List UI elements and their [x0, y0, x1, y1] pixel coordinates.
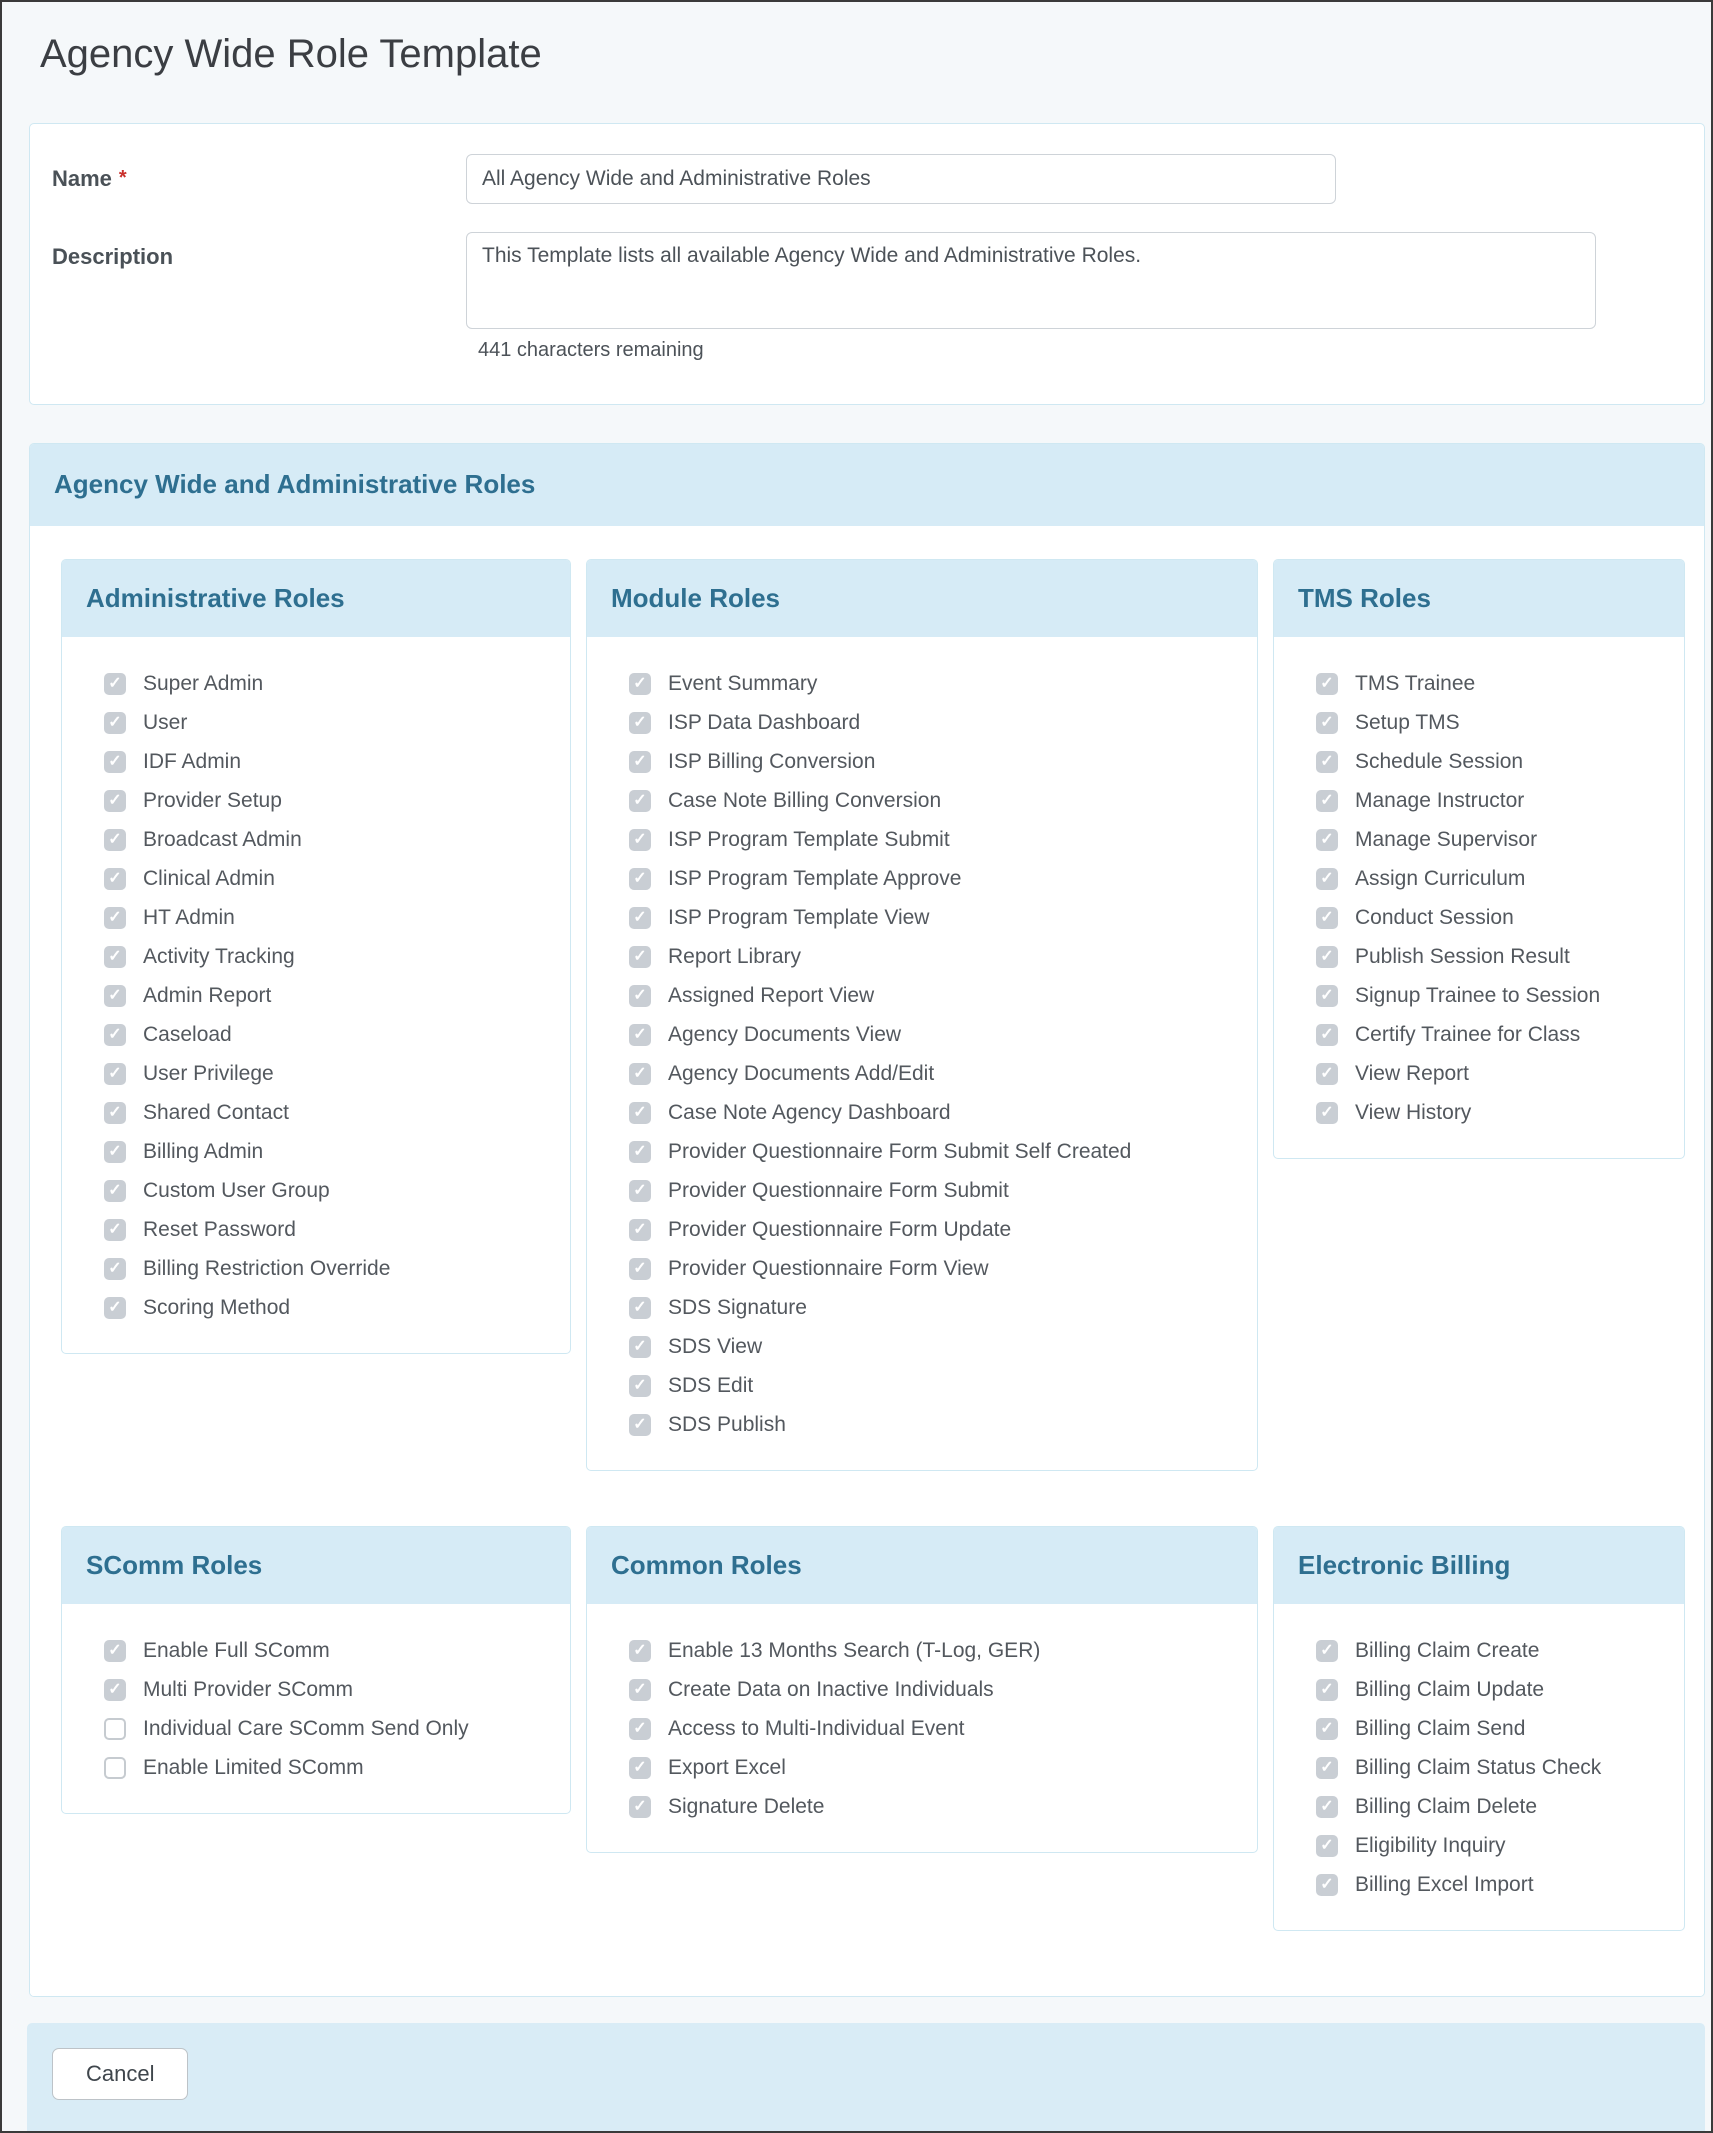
- role-item: [104, 1210, 554, 1249]
- role-item-label: ISP Data Dashboard: [668, 710, 861, 734]
- checkbox-checked-icon: ✓: [104, 907, 126, 929]
- role-item: [1316, 1631, 1668, 1670]
- checkbox-checked-icon: ✓: [629, 946, 651, 968]
- role-item: [1316, 742, 1668, 781]
- role-item: [1316, 703, 1668, 742]
- checkbox-checked-icon: ✓: [629, 1640, 651, 1662]
- characters-remaining-text: 441 characters remaining: [478, 339, 704, 361]
- description-textarea[interactable]: [466, 232, 1596, 329]
- checkbox-checked-icon: ✓: [629, 1102, 651, 1124]
- panel-scomm-roles: [61, 1526, 571, 1814]
- role-item-label: Assign Curriculum: [1355, 866, 1526, 890]
- checkbox-checked-icon: ✓: [1316, 712, 1338, 734]
- role-item: [629, 703, 1241, 742]
- checkbox-checked-icon: ✓: [104, 1297, 126, 1319]
- checkbox-checked-icon: ✓: [104, 829, 126, 851]
- role-item-label: Setup TMS: [1355, 710, 1460, 734]
- panel-scomm-roles-body: [62, 1604, 570, 1813]
- role-item-label: Eligibility Inquiry: [1355, 1833, 1506, 1857]
- checkbox-checked-icon: ✓: [1316, 1024, 1338, 1046]
- role-item: [104, 1171, 554, 1210]
- panel-administrative-roles-body: [62, 637, 570, 1353]
- checkbox-checked-icon: ✓: [629, 1180, 651, 1202]
- role-item-label: Shared Contact: [143, 1100, 289, 1124]
- role-panels-grid: [61, 559, 1679, 1931]
- role-item-label: User: [143, 710, 188, 734]
- checkbox-checked-icon: ✓: [1316, 907, 1338, 929]
- role-item-label: View History: [1355, 1100, 1472, 1124]
- role-item: [104, 1054, 554, 1093]
- role-item-label: Broadcast Admin: [143, 827, 302, 851]
- role-item: [1316, 1015, 1668, 1054]
- role-item: [629, 1631, 1241, 1670]
- role-item: [1316, 1787, 1668, 1826]
- name-input[interactable]: [466, 154, 1336, 204]
- checkbox-checked-icon: ✓: [104, 751, 126, 773]
- checkbox-checked-icon: ✓: [1316, 1796, 1338, 1818]
- role-item-label: HT Admin: [143, 905, 235, 929]
- role-item: [629, 898, 1241, 937]
- checkbox-checked-icon: ✓: [1316, 751, 1338, 773]
- role-item: [104, 664, 554, 703]
- roles-section-card: [29, 443, 1705, 1997]
- checkbox-checked-icon: ✓: [104, 790, 126, 812]
- role-item-label: Create Data on Inactive Individuals: [668, 1677, 994, 1701]
- role-item-label: Access to Multi-Individual Event: [668, 1716, 965, 1740]
- panel-module-roles-body: [587, 637, 1257, 1470]
- checkbox-checked-icon: ✓: [629, 1024, 651, 1046]
- role-item-label: Export Excel: [668, 1755, 786, 1779]
- role-item: [629, 1132, 1241, 1171]
- checkbox-checked-icon: ✓: [629, 907, 651, 929]
- checkbox-checked-icon: ✓: [104, 1024, 126, 1046]
- role-item: [104, 859, 554, 898]
- checkbox-checked-icon: ✓: [104, 1640, 126, 1662]
- role-item: [104, 742, 554, 781]
- role-item: [629, 1366, 1241, 1405]
- role-item: [104, 976, 554, 1015]
- checkbox-checked-icon: ✓: [104, 1102, 126, 1124]
- panel-module-roles: [586, 559, 1258, 1471]
- role-item-label: Provider Setup: [143, 788, 282, 812]
- role-item: [629, 664, 1241, 703]
- checkbox-checked-icon: ✓: [1316, 1718, 1338, 1740]
- role-item-label: SDS View: [668, 1334, 763, 1358]
- checkbox-checked-icon: ✓: [1316, 790, 1338, 812]
- checkbox-checked-icon: ✓: [629, 1796, 651, 1818]
- checkbox-checked-icon: ✓: [1316, 868, 1338, 890]
- role-item-label: Provider Questionnaire Form Update: [668, 1217, 1012, 1241]
- role-item-label: Provider Questionnaire Form Submit Self Created: [668, 1139, 1132, 1163]
- role-item-label: Billing Claim Send: [1355, 1716, 1526, 1740]
- role-item-label: Reset Password: [143, 1217, 296, 1241]
- role-item: [1316, 898, 1668, 937]
- role-item-label: Report Library: [668, 944, 802, 968]
- role-item: [629, 1327, 1241, 1366]
- role-item: [629, 937, 1241, 976]
- checkbox-checked-icon: ✓: [104, 868, 126, 890]
- role-item-label: Billing Claim Update: [1355, 1677, 1545, 1701]
- checkbox-checked-icon: ✓: [1316, 1757, 1338, 1779]
- checkbox-checked-icon: ✓: [629, 1375, 651, 1397]
- role-item-label: Super Admin: [143, 671, 264, 695]
- panel-administrative-roles: [61, 559, 571, 1354]
- section-header: Agency Wide and Administrative Roles: [30, 444, 1704, 526]
- panel-electronic-billing: [1273, 1526, 1685, 1931]
- checkbox-checked-icon: ✓: [629, 1414, 651, 1436]
- checkbox-checked-icon: ✓: [629, 1219, 651, 1241]
- role-item: [1316, 1748, 1668, 1787]
- checkbox-checked-icon: ✓: [629, 1258, 651, 1280]
- role-item-label: Billing Claim Create: [1355, 1638, 1540, 1662]
- checkbox-checked-icon: ✓: [629, 1297, 651, 1319]
- panel-electronic-billing-title: Electronic Billing: [1274, 1527, 1684, 1604]
- role-item-label: Case Note Billing Conversion: [668, 788, 942, 812]
- role-item-label: ISP Program Template Approve: [668, 866, 962, 890]
- role-item-label: Billing Restriction Override: [143, 1256, 391, 1280]
- role-item: [629, 859, 1241, 898]
- role-item: [104, 703, 554, 742]
- role-item: [629, 742, 1241, 781]
- role-item: [629, 1093, 1241, 1132]
- role-item: [629, 1405, 1241, 1444]
- role-item: [629, 1748, 1241, 1787]
- role-item-label: Billing Admin: [143, 1139, 264, 1163]
- checkbox-checked-icon: ✓: [1316, 829, 1338, 851]
- checkbox-checked-icon: ✓: [1316, 1640, 1338, 1662]
- role-item: [629, 820, 1241, 859]
- checkbox-checked-icon: ✓: [104, 712, 126, 734]
- role-item: [629, 1249, 1241, 1288]
- checkbox-checked-icon: ✓: [629, 1141, 651, 1163]
- description-label: Description: [52, 244, 174, 269]
- role-item: [1316, 1670, 1668, 1709]
- footer-bar: [27, 2023, 1705, 2131]
- role-item: [1316, 937, 1668, 976]
- page-title: Agency Wide Role Template: [40, 32, 542, 76]
- role-item: [104, 1015, 554, 1054]
- checkbox-checked-icon: ✓: [1316, 1102, 1338, 1124]
- checkbox-checked-icon: ✓: [629, 1757, 651, 1779]
- role-item-label: Schedule Session: [1355, 749, 1524, 773]
- role-item-label: Signature Delete: [668, 1794, 825, 1818]
- role-item: [1316, 781, 1668, 820]
- role-item-label: ISP Program Template View: [668, 905, 930, 929]
- role-item: [1316, 976, 1668, 1015]
- checkbox-checked-icon: ✓: [104, 946, 126, 968]
- role-item-label: Activity Tracking: [143, 944, 295, 968]
- panel-scomm-roles-title: SComm Roles: [62, 1527, 570, 1604]
- role-item-label: Custom User Group: [143, 1178, 330, 1202]
- cancel-button[interactable]: Cancel: [52, 2048, 188, 2100]
- role-item: [1316, 820, 1668, 859]
- role-item-label: ISP Program Template Submit: [668, 827, 950, 851]
- role-item-label: Agency Documents View: [668, 1022, 902, 1046]
- role-item-label: Signup Trainee to Session: [1355, 983, 1601, 1007]
- role-item: [629, 781, 1241, 820]
- role-item: [629, 1054, 1241, 1093]
- checkbox-checked-icon: ✓: [629, 1679, 651, 1701]
- checkbox-unchecked-icon[interactable]: [104, 1718, 126, 1740]
- checkbox-checked-icon: ✓: [629, 751, 651, 773]
- role-item: [629, 1288, 1241, 1327]
- role-item-label: Multi Provider SComm: [143, 1677, 354, 1701]
- name-label: [52, 154, 466, 192]
- panel-administrative-roles-title: Administrative Roles: [62, 560, 570, 637]
- checkbox-checked-icon: ✓: [629, 712, 651, 734]
- role-item-label: Billing Claim Status Check: [1355, 1755, 1602, 1779]
- role-item: [104, 1709, 554, 1748]
- checkbox-checked-icon: ✓: [629, 1718, 651, 1740]
- role-item: [629, 1670, 1241, 1709]
- checkbox-checked-icon: ✓: [104, 1063, 126, 1085]
- checkbox-checked-icon: ✓: [629, 1063, 651, 1085]
- description-row: [52, 232, 1680, 362]
- checkbox-checked-icon: ✓: [629, 985, 651, 1007]
- panel-tms-roles-body: [1274, 637, 1684, 1158]
- role-item: [104, 1288, 554, 1327]
- panel-module-roles-title: Module Roles: [587, 560, 1257, 637]
- role-item: [1316, 1093, 1668, 1132]
- role-item-label: Billing Claim Delete: [1355, 1794, 1538, 1818]
- role-item: [629, 1015, 1241, 1054]
- checkbox-checked-icon: ✓: [104, 1180, 126, 1202]
- role-item: [629, 1210, 1241, 1249]
- section-body: [30, 526, 1704, 1996]
- panel-electronic-billing-body: [1274, 1604, 1684, 1930]
- role-item-label: Manage Supervisor: [1355, 827, 1538, 851]
- role-item-label: Enable 13 Months Search (T-Log, GER): [668, 1638, 1041, 1662]
- role-item: [104, 1748, 554, 1787]
- role-item: [104, 898, 554, 937]
- panel-tms-roles-title: TMS Roles: [1274, 560, 1684, 637]
- role-item: [1316, 664, 1668, 703]
- role-item: [104, 1132, 554, 1171]
- role-item: [1316, 1865, 1668, 1904]
- role-item-label: View Report: [1355, 1061, 1470, 1085]
- required-asterisk: *: [118, 167, 127, 189]
- role-item-label: Case Note Agency Dashboard: [668, 1100, 951, 1124]
- checkbox-checked-icon: ✓: [1316, 946, 1338, 968]
- role-item-label: SDS Signature: [668, 1295, 807, 1319]
- role-item: [629, 1787, 1241, 1826]
- checkbox-unchecked-icon[interactable]: [104, 1757, 126, 1779]
- checkbox-checked-icon: ✓: [1316, 1679, 1338, 1701]
- role-item-label: Enable Full SComm: [143, 1638, 330, 1662]
- checkbox-checked-icon: ✓: [629, 868, 651, 890]
- checkbox-checked-icon: ✓: [629, 790, 651, 812]
- checkbox-checked-icon: ✓: [104, 1219, 126, 1241]
- role-item: [104, 1249, 554, 1288]
- role-item-label: SDS Publish: [668, 1412, 786, 1436]
- panel-common-roles: [586, 1526, 1258, 1853]
- role-item: [1316, 1709, 1668, 1748]
- role-item-label: IDF Admin: [143, 749, 242, 773]
- panel-tms-roles: [1273, 559, 1685, 1159]
- role-item: [104, 1670, 554, 1709]
- role-item: [629, 1709, 1241, 1748]
- panel-common-roles-body: [587, 1604, 1257, 1852]
- role-item-label: Provider Questionnaire Form Submit: [668, 1178, 1009, 1202]
- role-item-label: TMS Trainee: [1355, 671, 1476, 695]
- role-item-label: Individual Care SComm Send Only: [143, 1716, 469, 1740]
- panel-common-roles-title: Common Roles: [587, 1527, 1257, 1604]
- role-item: [104, 1093, 554, 1132]
- role-item-label: Publish Session Result: [1355, 944, 1570, 968]
- role-item-label: Manage Instructor: [1355, 788, 1525, 812]
- checkbox-checked-icon: ✓: [629, 1336, 651, 1358]
- checkbox-checked-icon: ✓: [1316, 673, 1338, 695]
- checkbox-checked-icon: ✓: [1316, 1063, 1338, 1085]
- role-item-label: Admin Report: [143, 983, 272, 1007]
- checkbox-checked-icon: ✓: [104, 1141, 126, 1163]
- role-item-label: User Privilege: [143, 1061, 274, 1085]
- checkbox-checked-icon: ✓: [629, 829, 651, 851]
- role-item: [104, 1631, 554, 1670]
- role-item: [629, 976, 1241, 1015]
- role-item-label: Scoring Method: [143, 1295, 291, 1319]
- role-item-label: Caseload: [143, 1022, 232, 1046]
- template-form-card: [29, 123, 1705, 405]
- role-item: [104, 937, 554, 976]
- role-item: [629, 1171, 1241, 1210]
- role-item-label: Certify Trainee for Class: [1355, 1022, 1581, 1046]
- role-item-label: Conduct Session: [1355, 905, 1514, 929]
- role-item-label: SDS Edit: [668, 1373, 754, 1397]
- checkbox-checked-icon: ✓: [1316, 1874, 1338, 1896]
- name-label-text: Name: [52, 166, 112, 191]
- role-item-label: Agency Documents Add/Edit: [668, 1061, 935, 1085]
- role-item-label: Enable Limited SComm: [143, 1755, 364, 1779]
- role-item-label: Billing Excel Import: [1355, 1872, 1534, 1896]
- role-item-label: Event Summary: [668, 671, 818, 695]
- checkbox-checked-icon: ✓: [104, 985, 126, 1007]
- checkbox-checked-icon: ✓: [104, 673, 126, 695]
- checkbox-checked-icon: ✓: [104, 1679, 126, 1701]
- role-item-label: ISP Billing Conversion: [668, 749, 876, 773]
- description-field-group: [466, 232, 1596, 362]
- role-item: [104, 820, 554, 859]
- role-item-label: Clinical Admin: [143, 866, 275, 890]
- checkbox-checked-icon: ✓: [629, 673, 651, 695]
- role-item: [104, 781, 554, 820]
- role-item-label: Assigned Report View: [668, 983, 875, 1007]
- role-item: [1316, 1826, 1668, 1865]
- checkbox-checked-icon: ✓: [1316, 985, 1338, 1007]
- role-item: [1316, 859, 1668, 898]
- role-item-label: Provider Questionnaire Form View: [668, 1256, 989, 1280]
- role-item: [1316, 1054, 1668, 1093]
- checkbox-checked-icon: ✓: [1316, 1835, 1338, 1857]
- checkbox-checked-icon: ✓: [104, 1258, 126, 1280]
- name-row: [52, 154, 1680, 204]
